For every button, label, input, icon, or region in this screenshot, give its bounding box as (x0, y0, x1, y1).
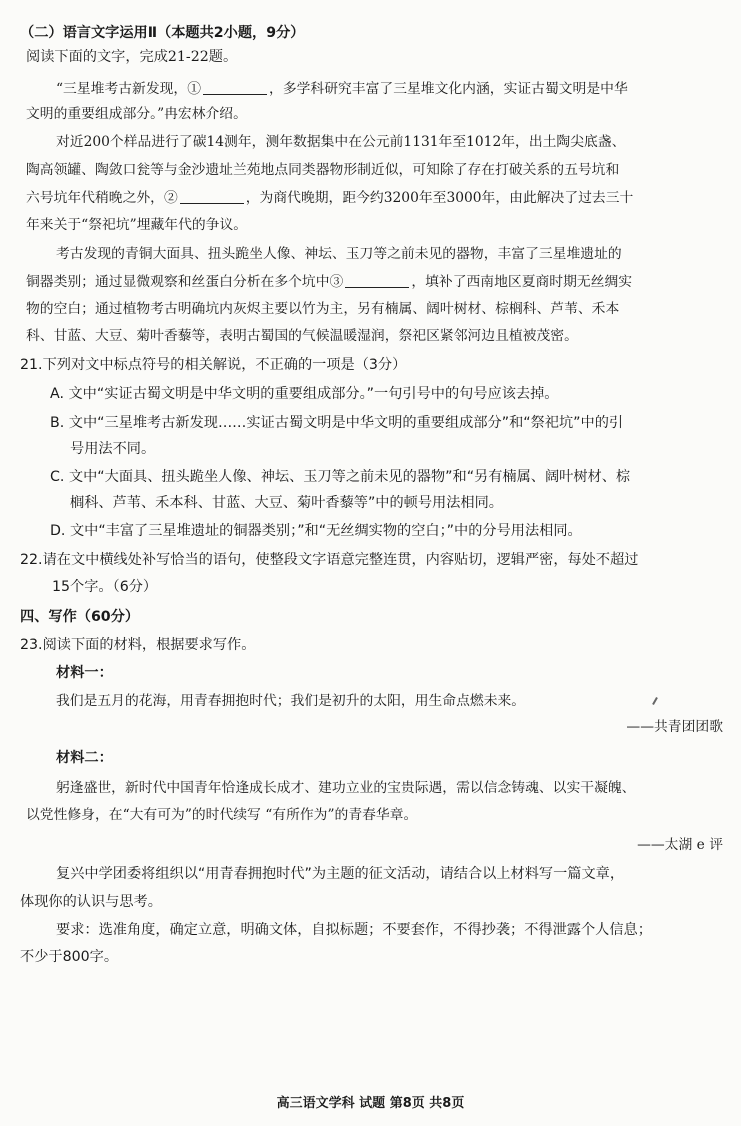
answer-blank-3[interactable] (345, 273, 409, 288)
material-2-title: 材料二： (56, 750, 113, 766)
writing-section-title: 四、写作（60分） (20, 609, 140, 625)
passage-line: 陶高领罐、陶敛口瓮等与金沙遗址兰苑地点同类器物形制近似，可知除了存在打破关系的五号坑和 (26, 162, 620, 178)
option-a: A. 文中“实证古蜀文明是中华文明的重要组成部分。”一句引号中的句号应该去掉。 (50, 386, 559, 402)
passage-line: “三星堆考古新发现，① ，多学科研究丰富了三星堆文化内涵，实证古蜀文明是中华 (56, 81, 628, 97)
answer-blank-1[interactable] (203, 80, 267, 95)
passage-line: 年来关于“祭祀坑”埋藏年代的争议。 (26, 217, 248, 233)
passage-line: 考古发现的青铜大面具、扭头跪坐人像、神坛、玉刀等之前未见的器物，丰富了三星堆遗址的 (56, 246, 622, 262)
writing-requirements-cont: 不少于800字。 (20, 949, 119, 965)
passage-line: 对近200个样品进行了碳14测年，测年数据集中在公元前1131年至1012年，出土陶尖底盏、 (56, 134, 626, 150)
question-23-stem: 23.阅读下面的材料，根据要求写作。 (20, 637, 256, 653)
material-2-source: ——太湖 e 评 (637, 837, 723, 853)
reading-instruction: 阅读下面的文字，完成21-22题。 (26, 49, 238, 65)
material-1-source: ——共青团团歌 (626, 719, 723, 735)
question-22-stem: 22.请在文中横线处补写恰当的语句，使整段文字语意完整连贯，内容贴切，逻辑严密，每处不超过 (20, 552, 639, 568)
passage-line: 六号坑年代稍晚之外，② ，为商代晚期，距今约3200年至3000年，由此解决了过去三十 (26, 190, 634, 206)
passage-line: 文明的重要组成部分。”冉宏林介绍。 (26, 106, 247, 122)
writing-task: 复兴中学团委将组织以“用青春拥抱时代”为主题的征文活动，请结合以上材料写一篇文章， (56, 866, 625, 882)
material-2-text: 躬逢盛世，新时代中国青年恰逢成长成才、建功立业的宝贵际遇，需以信念铸魂、以实干凝魄、 (56, 780, 636, 796)
option-b-cont: 号用法不同。 (70, 441, 156, 457)
option-d: D. 文中“丰富了三星堆遗址的铜器类别；”和“无丝绸实物的空白；”中的分号用法相同。 (50, 523, 582, 539)
option-c-cont: 榈科、芦苇、禾本科、甘蓝、大豆、菊叶香藜等”中的顿号用法相同。 (70, 495, 503, 511)
question-22-cont: 15个字。（6分） (52, 579, 158, 595)
page-footer: 高三语文学科 试题 第8页 共8页 (276, 1096, 465, 1111)
writing-task-cont: 体现你的认识与思考。 (20, 894, 162, 910)
passage-line: 科、甘蓝、大豆、菊叶香藜等，表明古蜀国的气候温暖湿润，祭祀区紧邻河边且植被茂密。 (26, 328, 578, 344)
option-b: B. 文中“三星堆考古新发现……实证古蜀文明是中华文明的重要组成部分”和“祭祀坑”中的引 (50, 415, 624, 431)
option-c: C. 文中“大面具、扭头跪坐人像、神坛、玉刀等之前未见的器物”和“另有楠属、阔叶树材、棕 (50, 469, 631, 485)
writing-requirements: 要求：选准角度，确定立意，明确文体，自拟标题；不要套作，不得抄袭；不得泄露个人信息； (56, 922, 652, 938)
passage-line: 铜器类别；通过显微观察和丝蛋白分析在多个坑中③ ，填补了西南地区夏商时期无丝绸实 (26, 274, 633, 290)
material-1-title: 材料一： (56, 665, 113, 681)
material-1-text: 我们是五月的花海，用青春拥抱时代；我们是初升的太阳，用生命点燃未来。 (56, 693, 526, 709)
section-title: （二）语言文字运用Ⅱ（本题共2小题，9分） (20, 25, 305, 41)
pen-mark (652, 697, 658, 705)
answer-blank-2[interactable] (180, 189, 244, 204)
material-2-text-cont: 以党性修身，在“大有可为”的时代续写 “有所作为”的青春华章。 (26, 807, 418, 823)
passage-line: 物的空白；通过植物考古明确坑内灰烬主要以竹为主，另有楠属、阔叶树材、棕榈科、芦苇、禾本 (26, 301, 620, 317)
question-21-stem: 21.下列对文中标点符号的相关解说，不正确的一项是（3分） (20, 357, 407, 373)
